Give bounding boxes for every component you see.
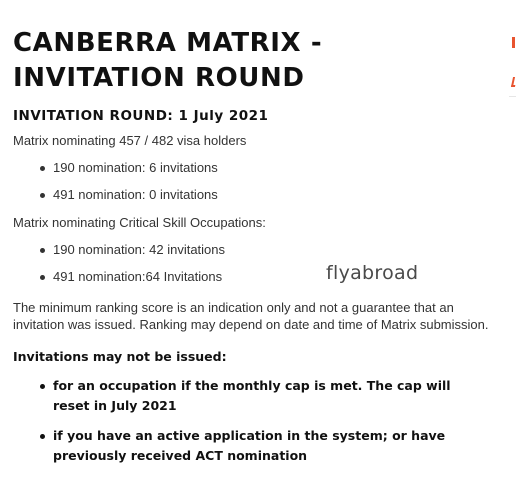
article-content: [13, 26, 491, 476]
page-title: CANBERRA MATRIX - INVITATION ROUND: [13, 28, 323, 93]
list-item: 491 nomination:64 Invitations: [13, 263, 491, 290]
sidebar-edge-mark: [512, 37, 515, 48]
not-issued-heading: Invitations may not be issued:: [13, 349, 227, 364]
visa-holders-list: [13, 154, 491, 208]
sidebar-divider: [509, 96, 516, 97]
sidebar-edge-mark: [511, 77, 516, 87]
not-issued-list: [13, 376, 491, 466]
critical-skill-intro: Matrix nominating Critical Skill Occupations:: [13, 215, 266, 230]
visa-holders-intro: Matrix nominating 457 / 482 visa holders: [13, 133, 247, 148]
invitation-round-heading: INVITATION ROUND: 1 July 2021: [13, 108, 269, 124]
list-item: if you have an active application in the system; or have previously received ACT nomination: [13, 426, 491, 466]
watermark-text: flyabroad: [326, 262, 419, 284]
disclaimer-text: The minimum ranking score is an indication only and not a guarantee that an invitation was issued. Ranking may depend on date and time of Matrix submission.: [13, 300, 489, 332]
list-item: for an occupation if the monthly cap is met. The cap will reset in July 2021: [13, 376, 491, 416]
list-item: 491 nomination: 0 invitations: [13, 181, 491, 208]
list-item: 190 nomination: 6 invitations: [13, 154, 491, 181]
critical-skill-list: [13, 236, 491, 290]
list-item: 190 nomination: 42 invitations: [13, 236, 491, 263]
